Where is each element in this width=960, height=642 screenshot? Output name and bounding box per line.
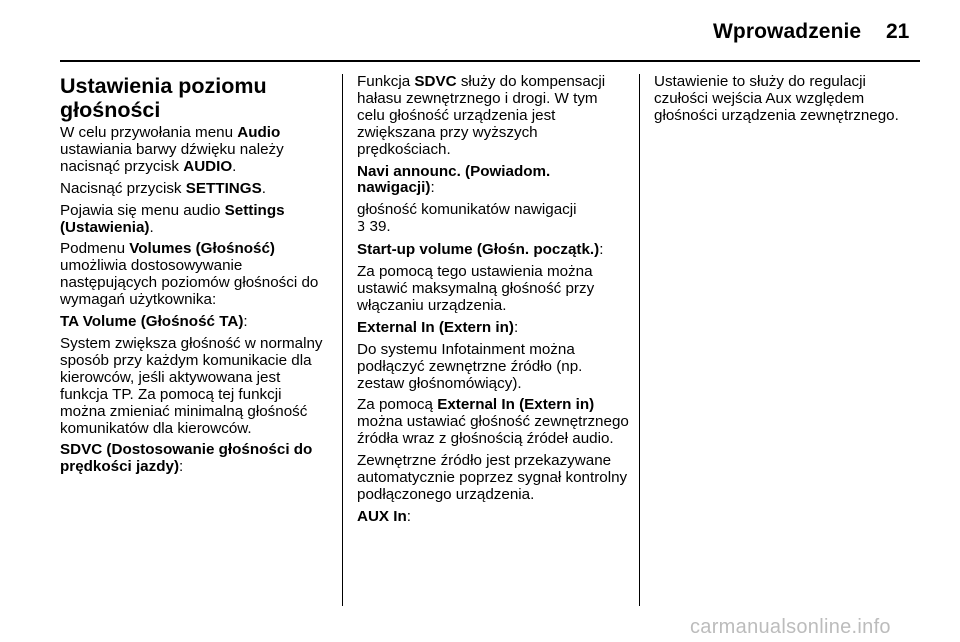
setting-label: Start-up volume (Głośn. początk.): [357, 241, 604, 259]
paragraph: Za pomocą tego ustawienia można ustawić maksymalną głośność przy włączaniu urządzenia. [357, 263, 595, 314]
paragraph: Funkcja SDVC służy do kompensacji hałasu zewnętrznego i drogi. W tym celu głośność urządzenia jest zwiększana przy wyższych prędkościach. [357, 73, 606, 158]
paragraph: głośność komunikatów nawigacji 3 39. [357, 201, 577, 236]
column-3 [654, 74, 924, 130]
section-heading: Ustawienia poziomu głośności [60, 74, 267, 122]
column-divider [342, 74, 343, 606]
setting-label: External In (Extern in): [357, 318, 519, 336]
menu-name: Settings (Ustawienia) [60, 201, 285, 236]
menu-name: Volumes (Głośność) [129, 240, 275, 258]
column-divider [639, 74, 640, 606]
paragraph: Podmenu Volumes (Głośność) umożliwia dostosowywanie następujących poziomów głośności do wymagań użytkownika: [60, 240, 319, 309]
button-name: AUDIO [183, 157, 233, 175]
watermark: carmanualsonline.info [690, 616, 891, 638]
column-2 [357, 74, 629, 531]
header-title: Wprowadzenie [713, 20, 862, 43]
column-1 [60, 74, 328, 481]
paragraph: Pojawia się menu audio Settings (Ustawienia). [60, 201, 285, 236]
menu-name: Audio [237, 124, 281, 141]
setting-name: External In (Extern in) [437, 396, 595, 414]
setting-label: AUX In: [357, 507, 412, 525]
paragraph: Ustawienie to służy do regulacji czułości wejścia Aux względem głośności urządzenia zewnętrznego. [654, 73, 899, 124]
paragraph: Nacisnąć przycisk SETTINGS. [60, 179, 266, 197]
paragraph: W celu przywołania menu Audio ustawiania barwy dźwięku należy nacisnąć przycisk AUDIO. [60, 124, 284, 175]
paragraph: Do systemu Infotainment można podłączyć zewnętrzne źródło (np. zestaw głośnomówiący). [357, 340, 583, 392]
header-rule [60, 60, 920, 62]
paragraph: System zwiększa głośność w normalny sposób przy każdym komunikacie dla kierowców, jeśli aktywowana jest funkcja TP. Za pomocą tej funkcji można zmieniać minimalną głośność komunikatów dla kierowców. [60, 334, 323, 437]
page-reference-arrow-icon: 3 [357, 220, 366, 236]
paragraph: Zewnętrzne źródło jest przekazywane automatycznie poprzez sygnał kontrolny podłączonego urządzenia. [357, 452, 628, 503]
setting-label: TA Volume (Głośność TA): [60, 313, 248, 331]
page-number: 21 [886, 20, 910, 43]
setting-name: SDVC [414, 73, 457, 90]
page-header [0, 0, 960, 62]
setting-label: SDVC (Dostosowanie głośności do prędkości jazdy): [60, 441, 313, 476]
setting-label: Navi announc. (Powiadom. nawigacji): [357, 162, 551, 197]
button-name: SETTINGS [185, 179, 262, 197]
paragraph: Za pomocą External In (Extern in) można ustawiać głośność zewnętrznego źródła wraz z głośnością źródeł audio. [357, 396, 629, 448]
